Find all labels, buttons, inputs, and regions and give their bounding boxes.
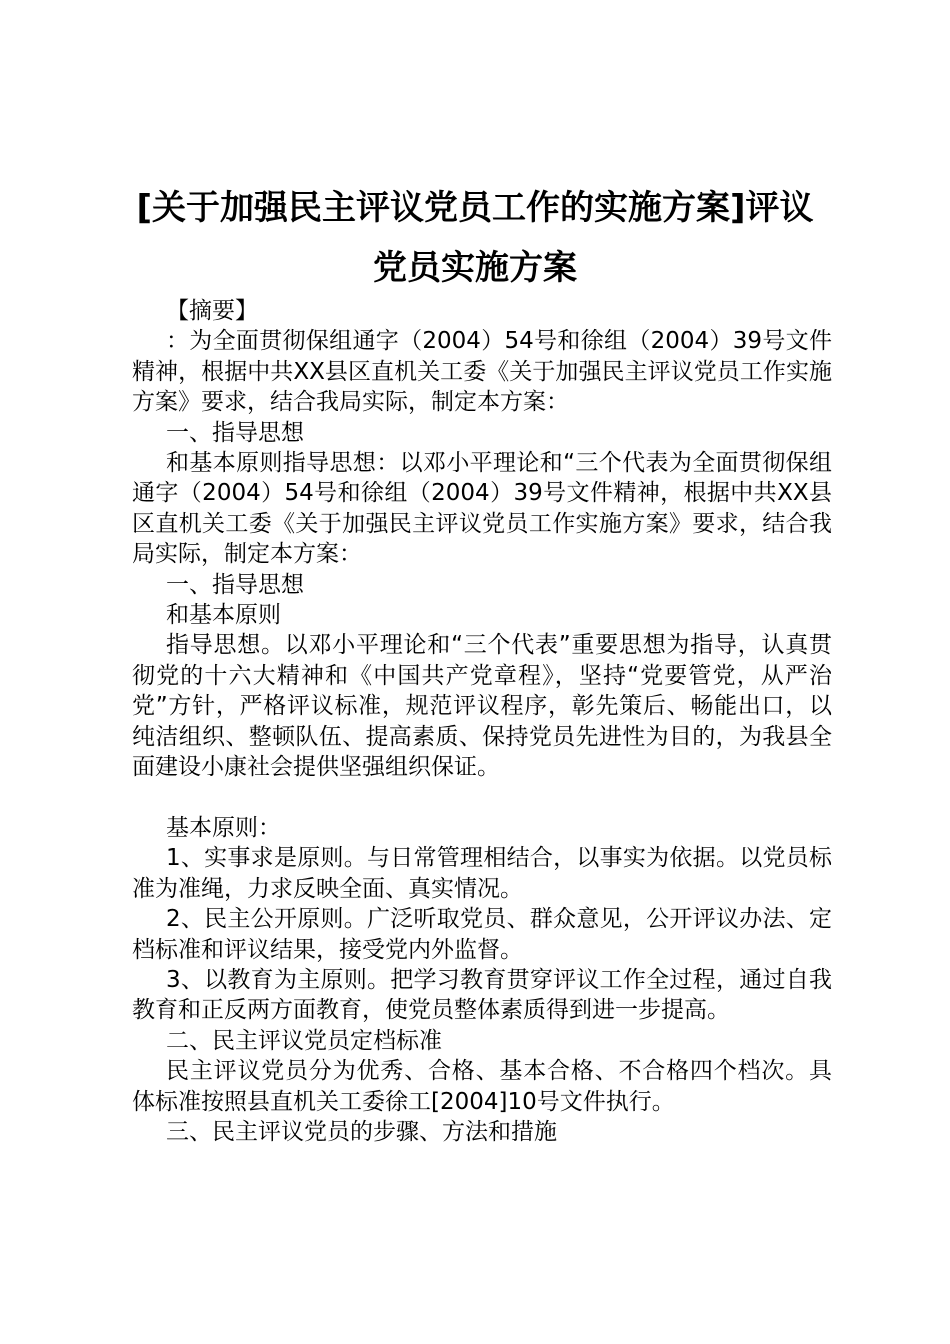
principles-heading: 基本原则： [166, 814, 281, 841]
body-paragraph-guiding-thought: 指导思想。以邓小平理论和“三个代表”重要思想为指导，认真贯彻党的十六大精神和《中国共产党章程》，坚持“党要管党，从严治党”方针，严格评议标准，规范评议程序，彰先策后、畅能出口，以纯洁组织、整顿队伍、提高素质、保持党员先进性为目的，为我县全面建设小康社会提供坚强组织保证。 [132, 632, 832, 781]
abstract-heading: 【摘要】 [166, 298, 258, 324]
document-title-line-2: 党员实施方案 [373, 248, 577, 288]
body-paragraph: 和基本原则指导思想：以邓小平理论和“三个代表为全面贯彻保组通字（2004）54号和徐组（2004）39号文件精神，根据中共XX县区直机关工委《关于加强民主评议党员工作实施方案》要求，结合我局实际，制定本方案： [132, 450, 832, 568]
document-title-line-1: [关于加强民主评议党员工作的实施方案]评议 [136, 188, 814, 228]
abstract-paragraph: ：为全面贯彻保组通字（2004）54号和徐组（2004）39号文件精神，根据中共XX县区直机关工委《关于加强民主评议党员工作实施方案》要求，结合我局实际，制定本方案： [132, 328, 832, 416]
principle-item-1: 1、实事求是原则。与日常管理相结合，以事实为依据。以党员标准为准绳，力求反映全面、真实情况。 [132, 845, 832, 902]
section-heading-steps-methods: 三、民主评议党员的步骤、方法和措施 [166, 1118, 557, 1145]
section-heading-guiding-thought: 一、指导思想 [166, 419, 304, 446]
principle-item-2: 2、民主公开原则。广泛听取党员、群众意见，公开评议办法、定档标准和评议结果，接受党内外监督。 [132, 906, 832, 963]
section-heading-grading-standard: 二、民主评议党员定档标准 [166, 1027, 442, 1054]
document-body [132, 296, 832, 1147]
subheading-basic-principles: 和基本原则 [166, 602, 281, 629]
section-heading-guiding-thought-repeat: 一、指导思想 [166, 571, 304, 598]
blank-line [132, 783, 832, 813]
body-paragraph-grading: 民主评议党员分为优秀、合格、基本合格、不合格四个档次。具体标准按照县直机关工委徐工[2004]10号文件执行。 [132, 1058, 832, 1115]
principle-item-3: 3、以教育为主原则。把学习教育贯穿评议工作全过程，通过自我教育和正反两方面教育，使党员整体素质得到进一步提高。 [132, 966, 832, 1024]
